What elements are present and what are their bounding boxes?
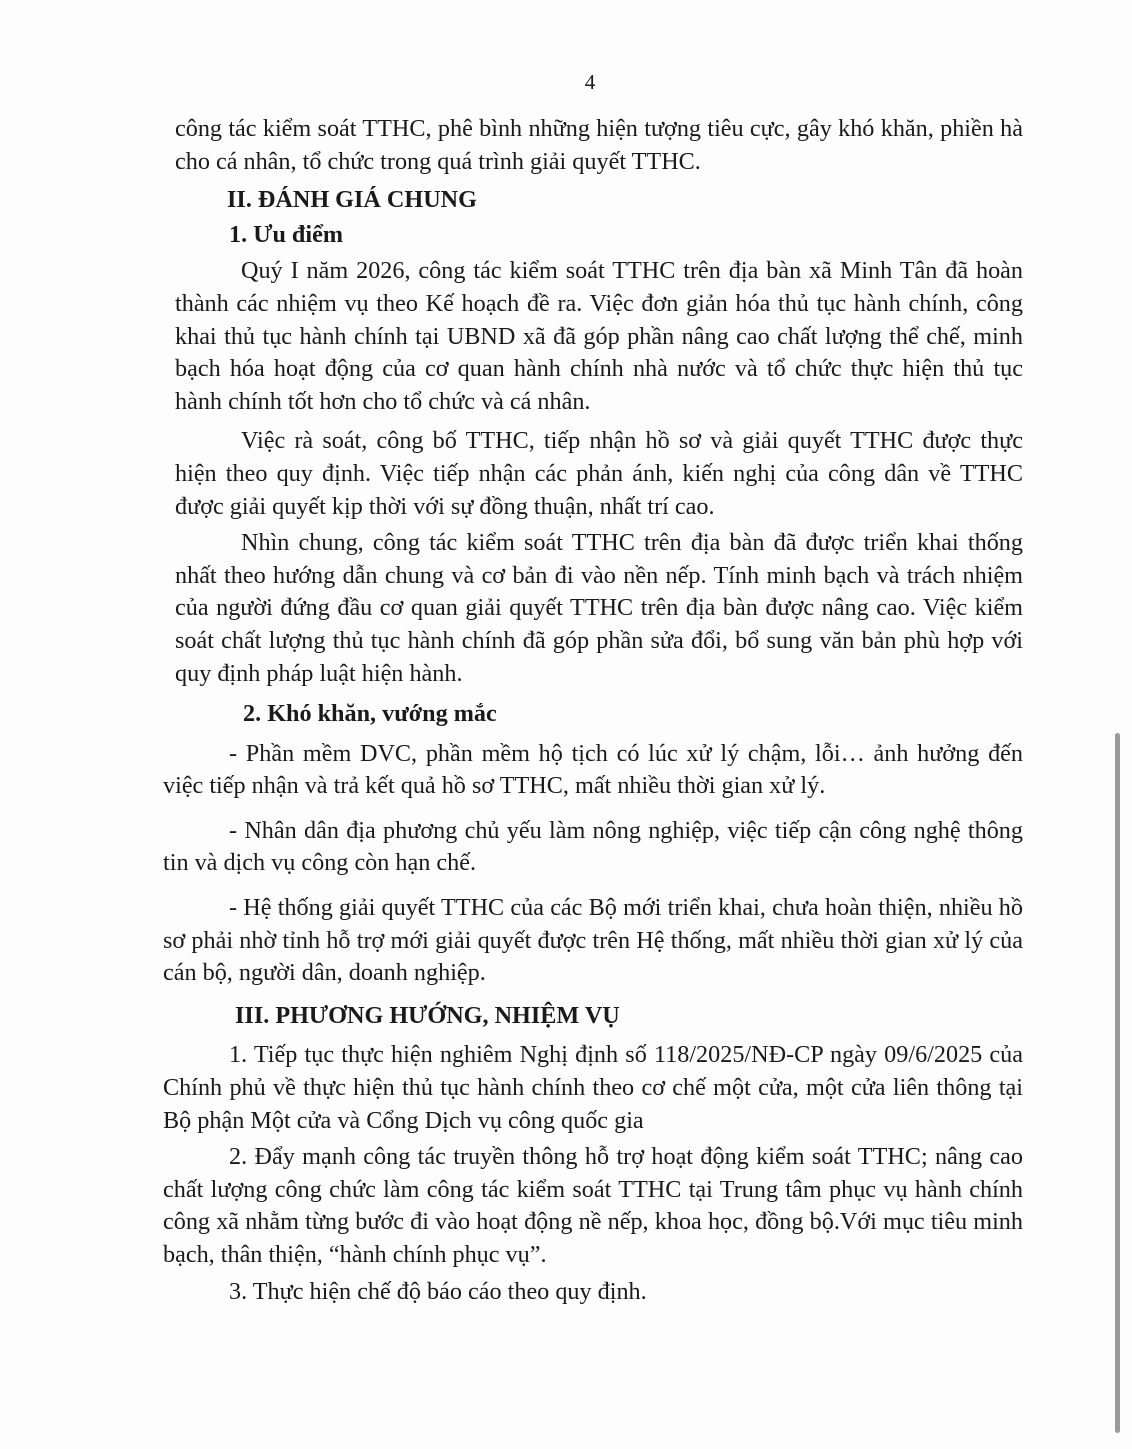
section-heading-phuong-huong: III. PHƯƠNG HƯỚNG, NHIỆM VỤ bbox=[235, 1001, 620, 1029]
uu-diem-paragraph-1: Quý I năm 2026, công tác kiểm soát TTHC trên địa bàn xã Minh Tân đã hoàn thành các nhiệm vụ theo Kế hoạch đề ra. Việc đơn giản hóa thủ tục hành chính, công khai thủ tục hành chính tại UBND xã đã góp phần nâng cao chất lượng thể chế, minh bạch hóa hoạt động của cơ quan hành chính nhà nước và tổ chức thực hiện thủ tục hành chính tốt hơn cho tổ chức và cá nhân. bbox=[175, 257, 1023, 415]
kho-khan-item-2: - Nhân dân địa phương chủ yếu làm nông nghiệp, việc tiếp cận công nghệ thông tin và dịch vụ công còn hạn chế. bbox=[163, 816, 1023, 877]
section-heading-danh-gia-chung: II. ĐÁNH GIÁ CHUNG bbox=[227, 186, 477, 214]
document-body bbox=[163, 113, 1023, 1308]
vertical-scrollbar[interactable] bbox=[1115, 733, 1120, 1433]
subsection-heading-kho-khan: 2. Khó khăn, vướng mắc bbox=[243, 700, 497, 728]
nhiem-vu-item-1: 1. Tiếp tục thực hiện nghiêm Nghị định số 118/2025/NĐ-CP ngày 09/6/2025 của Chính phủ về thực hiện thủ tục hành chính theo cơ chế một cửa, một cửa liên thông tại Bộ phận Một cửa và Cổng Dịch vụ công quốc gia bbox=[163, 1041, 1023, 1134]
nhiem-vu-item-2: 2. Đẩy mạnh công tác truyền thông hỗ trợ hoạt động kiểm soát TTHC; nâng cao chất lượng công chức làm công tác kiểm soát TTHC tại Trung tâm phục vụ hành chính công xã nhằm từng bước đi vào hoạt động nề nếp, khoa học, đồng bộ.Với mục tiêu minh bạch, thân thiện, “hành chính phục vụ”. bbox=[163, 1143, 1023, 1268]
uu-diem-paragraph-3: Nhìn chung, công tác kiểm soát TTHC trên địa bàn đã được triển khai thống nhất theo hướng dẫn chung và cơ bản đi vào nền nếp. Tính minh bạch và trách nhiệm của người đứng đầu cơ quan giải quyết TTHC trên địa bàn được nâng cao. Việc kiểm soát chất lượng thủ tục hành chính đã góp phần sửa đổi, bổ sung văn bản phù hợp với quy định pháp luật hiện hành. bbox=[175, 529, 1023, 687]
uu-diem-paragraph-2: Việc rà soát, công bố TTHC, tiếp nhận hồ sơ và giải quyết TTHC được thực hiện theo quy định. Việc tiếp nhận các phản ánh, kiến nghị của công dân về TTHC được giải quyết kịp thời với sự đồng thuận, nhất trí cao. bbox=[175, 427, 1023, 520]
nhiem-vu-item-3: 3. Thực hiện chế độ báo cáo theo quy định. bbox=[229, 1277, 647, 1305]
kho-khan-item-3: - Hệ thống giải quyết TTHC của các Bộ mới triển khai, chưa hoàn thiện, nhiều hồ sơ phải nhờ tỉnh hỗ trợ mới giải quyết được trên Hệ thống, mất nhiều thời gian xử lý của cán bộ, người dân, doanh nghiệp. bbox=[163, 894, 1023, 987]
subsection-heading-uu-diem: 1. Ưu điểm bbox=[229, 220, 343, 248]
kho-khan-item-1: - Phần mềm DVC, phần mềm hộ tịch có lúc xử lý chậm, lỗi… ảnh hưởng đến việc tiếp nhận và trả kết quả hồ sơ TTHC, mất nhiều thời gian xử lý. bbox=[163, 739, 1023, 800]
page-number: 4 bbox=[584, 70, 596, 94]
intro-paragraph: công tác kiểm soát TTHC, phê bình những hiện tượng tiêu cực, gây khó khăn, phiền hà cho cá nhân, tổ chức trong quá trình giải quyết TTHC. bbox=[175, 115, 1023, 175]
